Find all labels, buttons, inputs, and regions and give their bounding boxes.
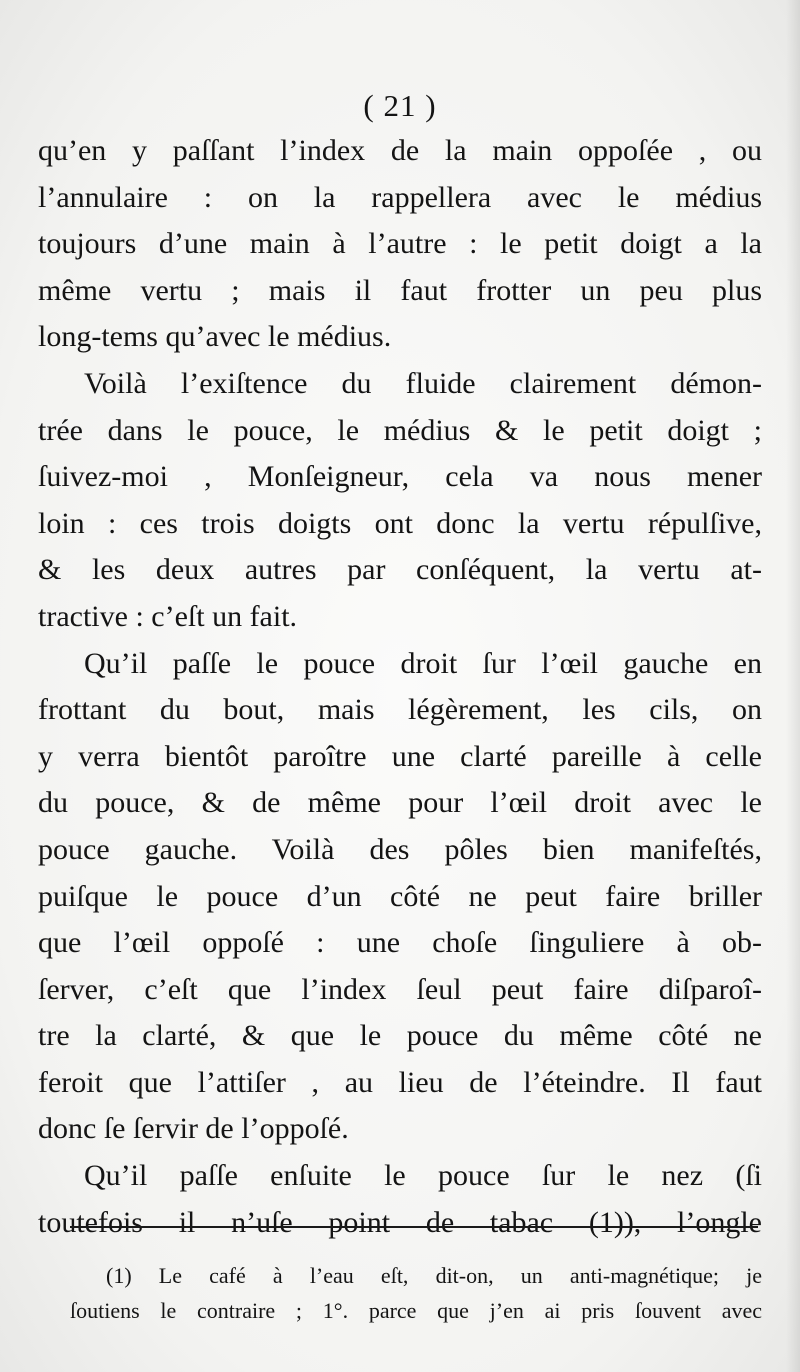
text-line: donc ſe ſervir de l’oppoſé. bbox=[38, 1112, 349, 1146]
text-line: feroit que l’attiſer , au lieu de l’éteindre. Il faut bbox=[38, 1065, 762, 1099]
text-line: tre la clarté, & que le pouce du même côté ne bbox=[38, 1019, 762, 1053]
text-line: ſuivez-moi , Monſeigneur, cela va nous mener bbox=[38, 460, 762, 494]
text-line: tractive : c’eſt un fait. bbox=[38, 599, 298, 633]
page-edge-shadow bbox=[786, 0, 800, 1372]
text-line: y verra bientôt paroître une clarté pareille à celle bbox=[38, 739, 762, 773]
footnote bbox=[70, 1258, 762, 1328]
text-line: toutefois il n’uſe point de tabac (1)), l’ongle bbox=[38, 1205, 762, 1239]
paragraph-start-line: Voilà l’exiſtence du fluide clairement démon- bbox=[84, 366, 762, 400]
text-line: ſerver, c’eſt que l’index ſeul peut faire diſparoî- bbox=[38, 972, 762, 1006]
body-text bbox=[38, 128, 762, 1246]
page-number: ( 21 ) bbox=[363, 88, 437, 123]
text-line: que l’œil oppoſé : une choſe ſinguliere à ob- bbox=[38, 926, 762, 960]
text-line: frottant du bout, mais légèrement, les cils, on bbox=[38, 693, 762, 727]
text-line: l’annulaire : on la rappellera avec le médius bbox=[38, 180, 762, 214]
paragraph-start-line: Qu’il paſſe le pouce droit ſur l’œil gauche en bbox=[84, 646, 762, 680]
text-line: du pouce, & de même pour l’œil droit avec le bbox=[38, 786, 762, 820]
text-line: long-tems qu’avec le médius. bbox=[38, 320, 392, 354]
text-line: puiſque le pouce d’un côté ne peut faire briller bbox=[38, 879, 762, 913]
text-line: trée dans le pouce, le médius & le petit doigt ; bbox=[38, 413, 762, 447]
text-line: loin : ces trois doigts ont donc la vertu répulſive, bbox=[38, 506, 762, 540]
footnote-line: ſoutiens le contraire ; 1°. parce que j’en ai pris ſouvent avec bbox=[70, 1298, 762, 1323]
text-line: & les deux autres par conſéquent, la vertu at- bbox=[38, 553, 762, 587]
paragraph-start-line: Qu’il paſſe enſuite le pouce ſur le nez (ſi bbox=[84, 1159, 762, 1193]
text-line: qu’en y paſſant l’index de la main oppoſée , ou bbox=[38, 134, 762, 167]
text-line: même vertu ; mais il faut frotter un peu plus bbox=[38, 273, 762, 307]
text-line: toujours d’une main à l’autre : le petit doigt a la bbox=[38, 227, 762, 261]
footnote-divider bbox=[70, 1226, 758, 1228]
text-line: pouce gauche. Voilà des pôles bien manifeſtés, bbox=[38, 832, 762, 866]
footnote-line: (1) Le café à l’eau eſt, dit-on, un anti-magnétique; je bbox=[106, 1263, 762, 1288]
